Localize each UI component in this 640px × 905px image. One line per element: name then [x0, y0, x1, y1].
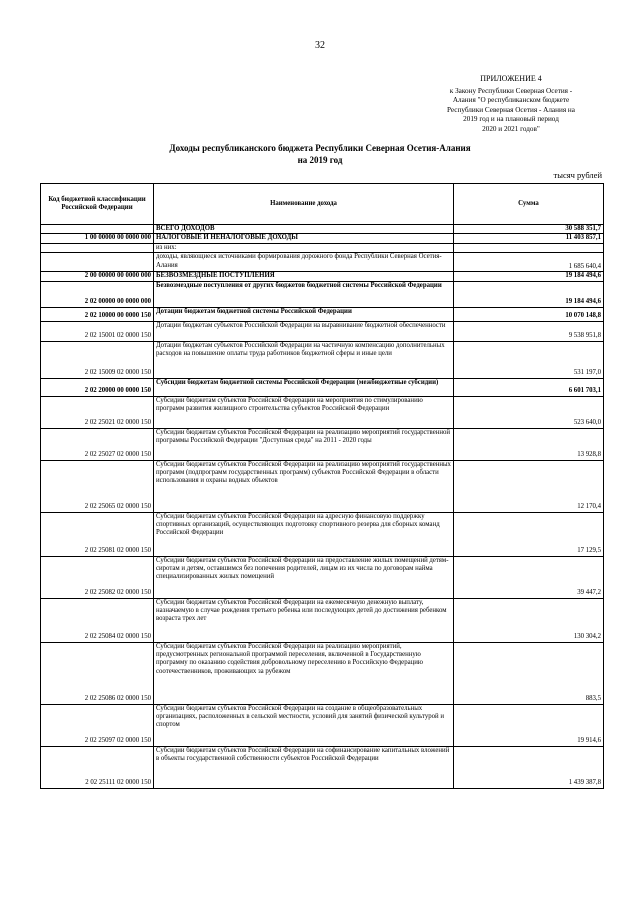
row-name: Субсидии бюджетам субъектов Российской Федерации на софинансирование капитальных вложений в объекты государственной собственности субъектов Российской Федерации — [154, 746, 454, 788]
row-sum: 19 914,6 — [454, 704, 604, 746]
appendix-line: Республики Северная Осетия - Алания на — [447, 105, 575, 114]
row-sum: 13 928,8 — [454, 428, 604, 460]
header-sum: Сумма — [454, 184, 604, 225]
row-code: 2 02 25065 02 0000 150 — [41, 460, 154, 512]
row-sum: 19 184 494,6 — [454, 272, 604, 281]
row-code: 2 00 00000 00 0000 000 — [41, 272, 154, 281]
row-sum: 17 129,5 — [454, 512, 604, 556]
table-row — [41, 341, 604, 378]
row-name: Субсидии бюджетам субъектов Российской Федерации на ежемесячную денежную выплату, назначаемую в случае рождения третьего ребенка или последующих детей до достижения ребенком возраста трех лет — [154, 598, 454, 642]
row-name: Дотации бюджетам бюджетной системы Российской Федерации — [154, 307, 454, 321]
row-name: Субсидии бюджетам субъектов Российской Федерации на реализацию мероприятий государственных программ (подпрограмм государственных программ) субъектов Российской Федерации в области использования и охраны водных объектов — [154, 460, 454, 512]
header-code: Код бюджетной классификации Российской Федерации — [41, 184, 154, 225]
table-row — [41, 272, 604, 281]
appendix-title: ПРИЛОЖЕНИЕ 4 — [480, 74, 542, 83]
row-name: Субсидии бюджетам субъектов Российской Федерации на создание в общеобразовательных организациях, расположенных в сельской местности, условий для занятий физической культурой и спортом — [154, 704, 454, 746]
appendix-block — [420, 74, 602, 134]
document-title — [80, 142, 560, 166]
row-sum: 11 403 857,1 — [454, 234, 604, 243]
table-row — [41, 321, 604, 341]
row-sum: 9 538 951,8 — [454, 321, 604, 341]
table-row — [41, 512, 604, 556]
row-sum: 1 439 387,8 — [454, 746, 604, 788]
table-row — [41, 642, 604, 704]
row-name: из них: — [154, 243, 454, 252]
row-name: Субсидии бюджетам субъектов Российской Федерации на мероприятия по стимулированию программ развития жилищного строительства субъектов Российской Федерации — [154, 396, 454, 428]
appendix-line: 2019 год и на плановый период — [463, 115, 559, 123]
row-code: 2 02 25097 02 0000 150 — [41, 704, 154, 746]
income-table — [40, 183, 604, 789]
row-code: 2 02 15001 02 0000 150 — [41, 321, 154, 341]
table-row — [41, 460, 604, 512]
table-header-row — [41, 184, 604, 225]
row-name: ВСЕГО ДОХОДОВ — [154, 225, 454, 234]
row-sum — [454, 243, 604, 252]
table-row — [41, 225, 604, 234]
title-line-1: Доходы республиканского бюджета Республики Северная Осетия-Алания — [169, 143, 471, 153]
row-code: 2 02 00000 00 0000 000 — [41, 281, 154, 307]
row-sum: 30 588 351,7 — [454, 225, 604, 234]
table-row — [41, 598, 604, 642]
row-name: Субсидии бюджетам субъектов Российской Федерации на реализацию мероприятий государственной программы Российской Федерации "Доступная среда" на 2011 - 2020 годы — [154, 428, 454, 460]
table-row — [41, 253, 604, 272]
appendix-line: 2020 и 2021 годов" — [482, 124, 540, 133]
row-sum: 130 304,2 — [454, 598, 604, 642]
row-name: НАЛОГОВЫЕ И НЕНАЛОГОВЫЕ ДОХОДЫ — [154, 234, 454, 243]
row-code: 2 02 25082 02 0000 150 — [41, 556, 154, 598]
row-name: Субсидии бюджетам субъектов Российской Федерации на предоставление жилых помещений детям-сиротам и детям, оставшимся без попечения родителей, лицам из их числа по договорам найма специализированных жилых помещений — [154, 556, 454, 598]
header-name: Наименование дохода — [154, 184, 454, 225]
row-code — [41, 243, 154, 252]
row-name: БЕЗВОЗМЕЗДНЫЕ ПОСТУПЛЕНИЯ — [154, 272, 454, 281]
units-label: тысяч рублей — [553, 170, 602, 180]
row-code — [41, 225, 154, 234]
row-sum: 883,5 — [454, 642, 604, 704]
row-sum: 12 170,4 — [454, 460, 604, 512]
row-sum: 10 070 148,8 — [454, 307, 604, 321]
row-name: Дотации бюджетам субъектов Российской Федерации на выравнивание бюджетной обеспеченности — [154, 321, 454, 341]
table-row — [41, 378, 604, 396]
row-code: 1 00 00000 00 0000 000 — [41, 234, 154, 243]
table-row — [41, 746, 604, 788]
table-body — [41, 225, 604, 789]
table-row — [41, 428, 604, 460]
page-number: 32 — [315, 40, 325, 51]
row-code: 2 02 25084 02 0000 150 — [41, 598, 154, 642]
row-code: 2 02 25111 02 0000 150 — [41, 746, 154, 788]
row-name: Дотации бюджетам субъектов Российской Федерации на частичную компенсацию дополнительных расходов на повышение оплаты труда работников бюджетной сферы и иные цели — [154, 341, 454, 378]
row-sum: 1 685 640,4 — [454, 253, 604, 272]
row-sum: 19 184 494,6 — [454, 281, 604, 307]
table-row — [41, 234, 604, 243]
row-code: 2 02 25086 02 0000 150 — [41, 642, 154, 704]
title-line-2: на 2019 год — [297, 155, 343, 165]
row-code: 2 02 25081 02 0000 150 — [41, 512, 154, 556]
row-sum: 6 601 703,1 — [454, 378, 604, 396]
row-name: Безвозмездные поступления от других бюджетов бюджетной системы Российской Федерации — [154, 281, 454, 307]
appendix-line: к Закону Республики Северная Осетия - — [449, 86, 573, 95]
table-row — [41, 396, 604, 428]
row-name: Субсидии бюджетам субъектов Российской Федерации на адресную финансовую поддержку спортивных организаций, осуществляющих подготовку спортивного резерва для сборных команд Российской Федерации — [154, 512, 454, 556]
table-row — [41, 704, 604, 746]
row-code: 2 02 25027 02 0000 150 — [41, 428, 154, 460]
row-name: Субсидии бюджетам субъектов Российской Федерации на реализацию мероприятий, предусмотренных региональной программой переселения, включенной в Государственную программу по оказанию содействия добровольному переселению в Российскую Федерацию соотечественников, проживающих за рубежом — [154, 642, 454, 704]
row-sum: 531 197,0 — [454, 341, 604, 378]
row-code: 2 02 15009 02 0000 150 — [41, 341, 154, 378]
row-code: 2 02 25021 02 0000 150 — [41, 396, 154, 428]
table-row — [41, 556, 604, 598]
row-name: Субсидии бюджетам бюджетной системы Российской Федерации (межбюджетные субсидии) — [154, 378, 454, 396]
table-row — [41, 307, 604, 321]
row-code — [41, 253, 154, 272]
row-name: доходы, являющиеся источниками формирования дорожного фонда Республики Северная Осетия-Алания — [154, 253, 454, 272]
table-row — [41, 281, 604, 307]
row-sum: 39 447,2 — [454, 556, 604, 598]
row-code: 2 02 10000 00 0000 150 — [41, 307, 154, 321]
appendix-line: Алания "О республиканском бюджете — [452, 96, 570, 104]
row-sum: 523 640,0 — [454, 396, 604, 428]
row-code: 2 02 20000 00 0000 150 — [41, 378, 154, 396]
table-row — [41, 243, 604, 252]
